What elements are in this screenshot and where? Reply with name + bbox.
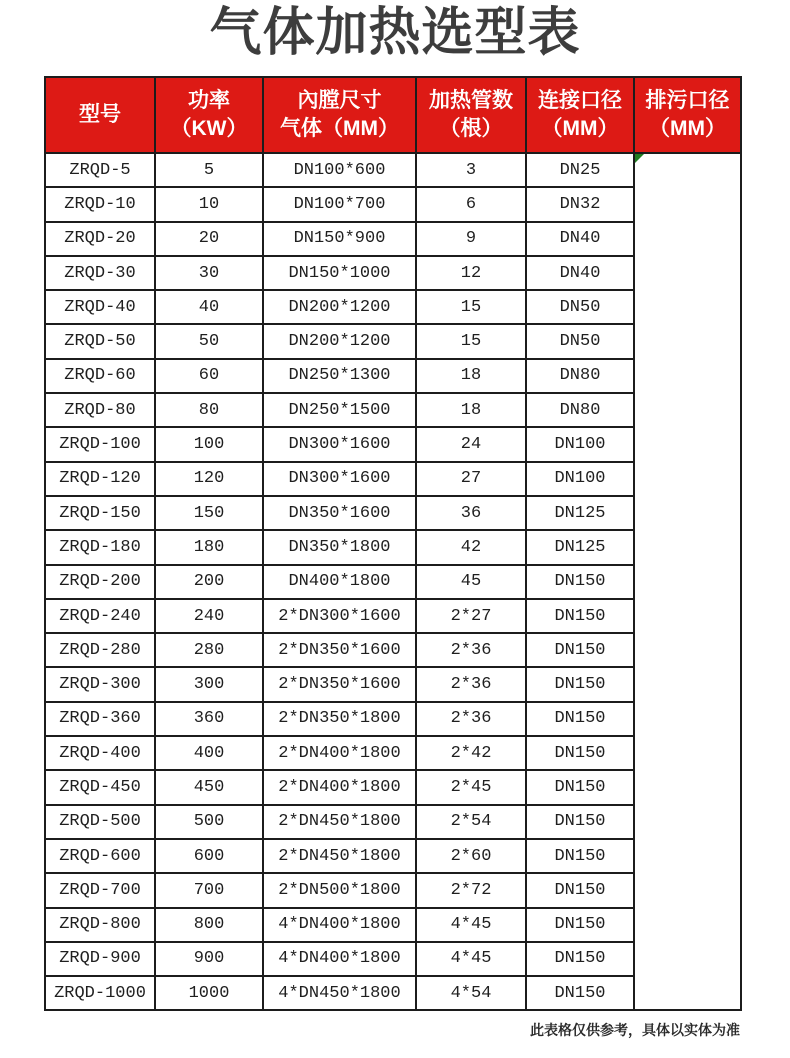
cell-power: 400 (155, 736, 263, 770)
cell-connection-port: DN150 (526, 976, 634, 1010)
cell-model: ZRQD-360 (45, 702, 155, 736)
cell-tube-count: 4*45 (416, 908, 526, 942)
cell-model: ZRQD-80 (45, 393, 155, 427)
cell-tube-count: 4*45 (416, 942, 526, 976)
cell-tube-count: 24 (416, 427, 526, 461)
column-header-connection-port (526, 77, 634, 153)
cell-connection-port: DN150 (526, 736, 634, 770)
cell-connection-port: DN150 (526, 805, 634, 839)
cell-power: 180 (155, 530, 263, 564)
cell-tube-count: 4*54 (416, 976, 526, 1010)
cell-tube-count: 36 (416, 496, 526, 530)
cell-power: 80 (155, 393, 263, 427)
cell-chamber-size: DN300*1600 (263, 462, 416, 496)
cell-power: 60 (155, 359, 263, 393)
cell-tube-count: 12 (416, 256, 526, 290)
cell-power: 40 (155, 290, 263, 324)
cell-connection-port: DN150 (526, 942, 634, 976)
cell-power: 500 (155, 805, 263, 839)
cell-power: 200 (155, 565, 263, 599)
column-header-line: 型号 (79, 102, 121, 126)
column-header-line: 加热管数 (429, 88, 513, 112)
cell-model: ZRQD-200 (45, 565, 155, 599)
cell-tube-count: 2*54 (416, 805, 526, 839)
cell-connection-port: DN150 (526, 873, 634, 907)
cell-model: ZRQD-10 (45, 187, 155, 221)
cell-power: 30 (155, 256, 263, 290)
cell-connection-port: DN150 (526, 599, 634, 633)
cell-chamber-size: DN300*1600 (263, 427, 416, 461)
cell-connection-port: DN100 (526, 427, 634, 461)
page-title: 气体加热选型表 (209, 4, 581, 62)
cell-tube-count: 15 (416, 324, 526, 358)
cell-tube-count: 3 (416, 153, 526, 187)
cell-tube-count: 9 (416, 222, 526, 256)
cell-power: 240 (155, 599, 263, 633)
cell-model: ZRQD-30 (45, 256, 155, 290)
table-header (45, 77, 741, 153)
cell-model: ZRQD-100 (45, 427, 155, 461)
cell-connection-port: DN125 (526, 530, 634, 564)
cell-power: 300 (155, 667, 263, 701)
cell-power: 360 (155, 702, 263, 736)
green-corner-flag-icon (635, 154, 644, 163)
gas-heater-spec-table (44, 76, 742, 1011)
cell-tube-count: 2*60 (416, 839, 526, 873)
column-header-line: （根） (439, 117, 503, 140)
cell-chamber-size: DN350*1600 (263, 496, 416, 530)
cell-tube-count: 42 (416, 530, 526, 564)
cell-chamber-size: DN150*900 (263, 222, 416, 256)
cell-chamber-size: 4*DN400*1800 (263, 908, 416, 942)
cell-model: ZRQD-300 (45, 667, 155, 701)
column-header-drain-port (634, 77, 741, 153)
cell-connection-port: DN80 (526, 359, 634, 393)
cell-chamber-size: DN250*1500 (263, 393, 416, 427)
cell-model: ZRQD-240 (45, 599, 155, 633)
cell-tube-count: 27 (416, 462, 526, 496)
cell-power: 10 (155, 187, 263, 221)
cell-connection-port: DN150 (526, 839, 634, 873)
cell-model: ZRQD-5 (45, 153, 155, 187)
column-header-model (45, 77, 155, 153)
cell-chamber-size: 2*DN350*1800 (263, 702, 416, 736)
cell-tube-count: 2*45 (416, 770, 526, 804)
cell-connection-port: DN80 (526, 393, 634, 427)
column-header-line: 连接口径 (538, 88, 622, 112)
cell-model: ZRQD-500 (45, 805, 155, 839)
cell-tube-count: 15 (416, 290, 526, 324)
cell-power: 120 (155, 462, 263, 496)
cell-model: ZRQD-50 (45, 324, 155, 358)
cell-chamber-size: DN400*1800 (263, 565, 416, 599)
cell-chamber-size: 2*DN350*1600 (263, 667, 416, 701)
cell-chamber-size: 2*DN500*1800 (263, 873, 416, 907)
cell-model: ZRQD-120 (45, 462, 155, 496)
cell-chamber-size: 4*DN400*1800 (263, 942, 416, 976)
cell-chamber-size: DN250*1300 (263, 359, 416, 393)
cell-power: 1000 (155, 976, 263, 1010)
cell-tube-count: 18 (416, 393, 526, 427)
cell-power: 20 (155, 222, 263, 256)
table-body (45, 153, 741, 1010)
cell-connection-port: DN150 (526, 702, 634, 736)
column-header-tube-count (416, 77, 526, 153)
cell-tube-count: 2*42 (416, 736, 526, 770)
cell-power: 450 (155, 770, 263, 804)
column-header-line: 排污口径 (645, 88, 730, 112)
cell-connection-port: DN25 (526, 153, 634, 187)
cell-connection-port: DN50 (526, 324, 634, 358)
cell-tube-count: 45 (416, 565, 526, 599)
cell-model: ZRQD-400 (45, 736, 155, 770)
cell-chamber-size: DN200*1200 (263, 324, 416, 358)
column-header-power (155, 77, 263, 153)
cell-tube-count: 2*36 (416, 633, 526, 667)
cell-chamber-size: 2*DN450*1800 (263, 839, 416, 873)
cell-connection-port: DN150 (526, 908, 634, 942)
cell-power: 700 (155, 873, 263, 907)
cell-chamber-size: 2*DN400*1800 (263, 770, 416, 804)
cell-model: ZRQD-700 (45, 873, 155, 907)
drain-port-merged-cell (634, 153, 741, 1010)
cell-chamber-size: DN350*1800 (263, 530, 416, 564)
cell-chamber-size: 2*DN350*1600 (263, 633, 416, 667)
cell-connection-port: DN50 (526, 290, 634, 324)
cell-tube-count: 18 (416, 359, 526, 393)
cell-tube-count: 2*36 (416, 702, 526, 736)
cell-model: ZRQD-600 (45, 839, 155, 873)
table-row (45, 153, 741, 187)
cell-connection-port: DN40 (526, 256, 634, 290)
cell-model: ZRQD-40 (45, 290, 155, 324)
cell-tube-count: 2*36 (416, 667, 526, 701)
cell-chamber-size: 2*DN450*1800 (263, 805, 416, 839)
cell-model: ZRQD-150 (45, 496, 155, 530)
column-header-line: （MM） (649, 117, 726, 140)
cell-power: 600 (155, 839, 263, 873)
cell-model: ZRQD-800 (45, 908, 155, 942)
column-header-chamber-size (263, 77, 416, 153)
column-header-line: 內膛尺寸 (297, 88, 382, 112)
cell-power: 5 (155, 153, 263, 187)
column-header-line: （MM） (541, 117, 619, 140)
cell-connection-port: DN40 (526, 222, 634, 256)
cell-model: ZRQD-450 (45, 770, 155, 804)
cell-power: 280 (155, 633, 263, 667)
cell-chamber-size: 4*DN450*1800 (263, 976, 416, 1010)
cell-model: ZRQD-180 (45, 530, 155, 564)
footer-note: 此表格仅供参考，具体以实体为准 (530, 1022, 740, 1039)
column-header-line: （KW） (170, 117, 248, 140)
cell-connection-port: DN150 (526, 667, 634, 701)
cell-power: 50 (155, 324, 263, 358)
cell-model: ZRQD-20 (45, 222, 155, 256)
cell-chamber-size: 2*DN300*1600 (263, 599, 416, 633)
cell-chamber-size: DN100*600 (263, 153, 416, 187)
cell-connection-port: DN100 (526, 462, 634, 496)
cell-tube-count: 2*27 (416, 599, 526, 633)
cell-power: 100 (155, 427, 263, 461)
cell-power: 150 (155, 496, 263, 530)
cell-chamber-size: DN200*1200 (263, 290, 416, 324)
cell-connection-port: DN150 (526, 770, 634, 804)
cell-connection-port: DN125 (526, 496, 634, 530)
cell-tube-count: 2*72 (416, 873, 526, 907)
cell-power: 800 (155, 908, 263, 942)
cell-chamber-size: DN100*700 (263, 187, 416, 221)
cell-chamber-size: 2*DN400*1800 (263, 736, 416, 770)
column-header-line: 功率 (188, 88, 230, 112)
cell-connection-port: DN150 (526, 633, 634, 667)
cell-tube-count: 6 (416, 187, 526, 221)
cell-model: ZRQD-1000 (45, 976, 155, 1010)
column-header-line: 气体（MM） (280, 117, 399, 140)
header-row (45, 77, 741, 153)
cell-connection-port: DN150 (526, 565, 634, 599)
cell-power: 900 (155, 942, 263, 976)
cell-model: ZRQD-280 (45, 633, 155, 667)
cell-chamber-size: DN150*1000 (263, 256, 416, 290)
cell-model: ZRQD-900 (45, 942, 155, 976)
cell-connection-port: DN32 (526, 187, 634, 221)
cell-model: ZRQD-60 (45, 359, 155, 393)
